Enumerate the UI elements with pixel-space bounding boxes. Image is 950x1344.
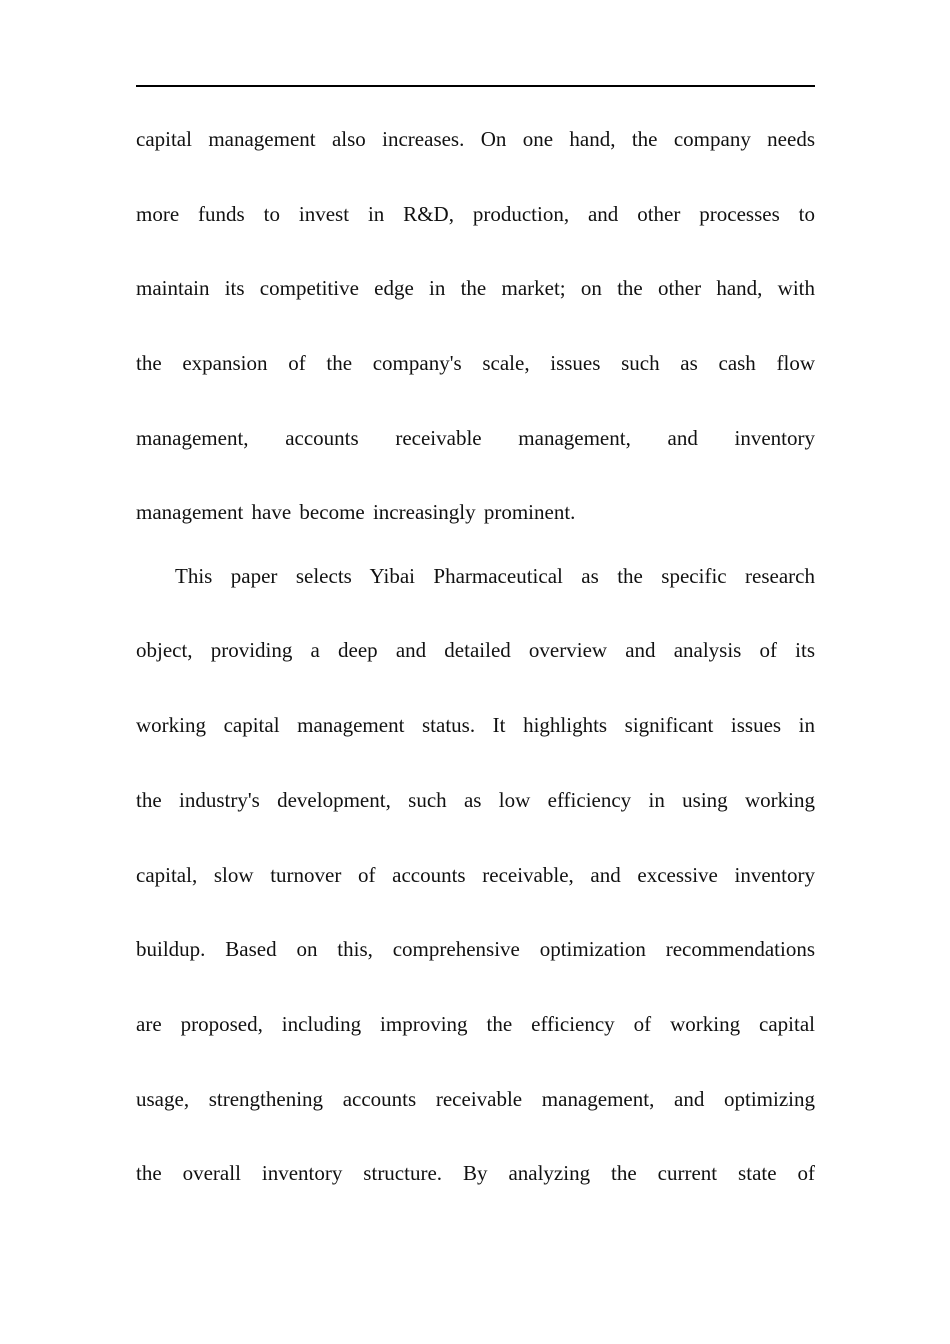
- paragraph-2-line-8: usage, strengthening accounts receivable management, and optimizing: [136, 1087, 815, 1111]
- paragraph-2-line-6: buildup. Based on this, comprehensive optimization recommendations: [136, 937, 815, 961]
- paragraph-2-line-4: the industry's development, such as low efficiency in using working: [136, 788, 815, 812]
- paragraph-1-line-1: capital management also increases. On one hand, the company needs: [136, 127, 815, 151]
- paragraph-1-line-4: the expansion of the company's scale, issues such as cash flow: [136, 351, 815, 375]
- paragraph-2-line-3: working capital management status. It highlights significant issues in: [136, 713, 815, 737]
- paragraph-2-line-2: object, providing a deep and detailed overview and analysis of its: [136, 638, 815, 662]
- paragraph-2-line-5: capital, slow turnover of accounts receivable, and excessive inventory: [136, 863, 815, 887]
- paragraph-1-line-3: maintain its competitive edge in the market; on the other hand, with: [136, 276, 815, 300]
- paragraph-1-line-5: management, accounts receivable management, and inventory: [136, 426, 815, 450]
- paragraph-2-line-7: are proposed, including improving the efficiency of working capital: [136, 1012, 815, 1036]
- header-rule: [136, 85, 815, 87]
- paragraph-1-line-6: management have become increasingly prominent.: [136, 500, 576, 524]
- paragraph-1-line-2: more funds to invest in R&D, production, and other processes to: [136, 202, 815, 226]
- paragraph-2-line-9: the overall inventory structure. By analyzing the current state of: [136, 1161, 815, 1185]
- paragraph-2-line-1: This paper selects Yibai Pharmaceutical as the specific research: [175, 564, 815, 588]
